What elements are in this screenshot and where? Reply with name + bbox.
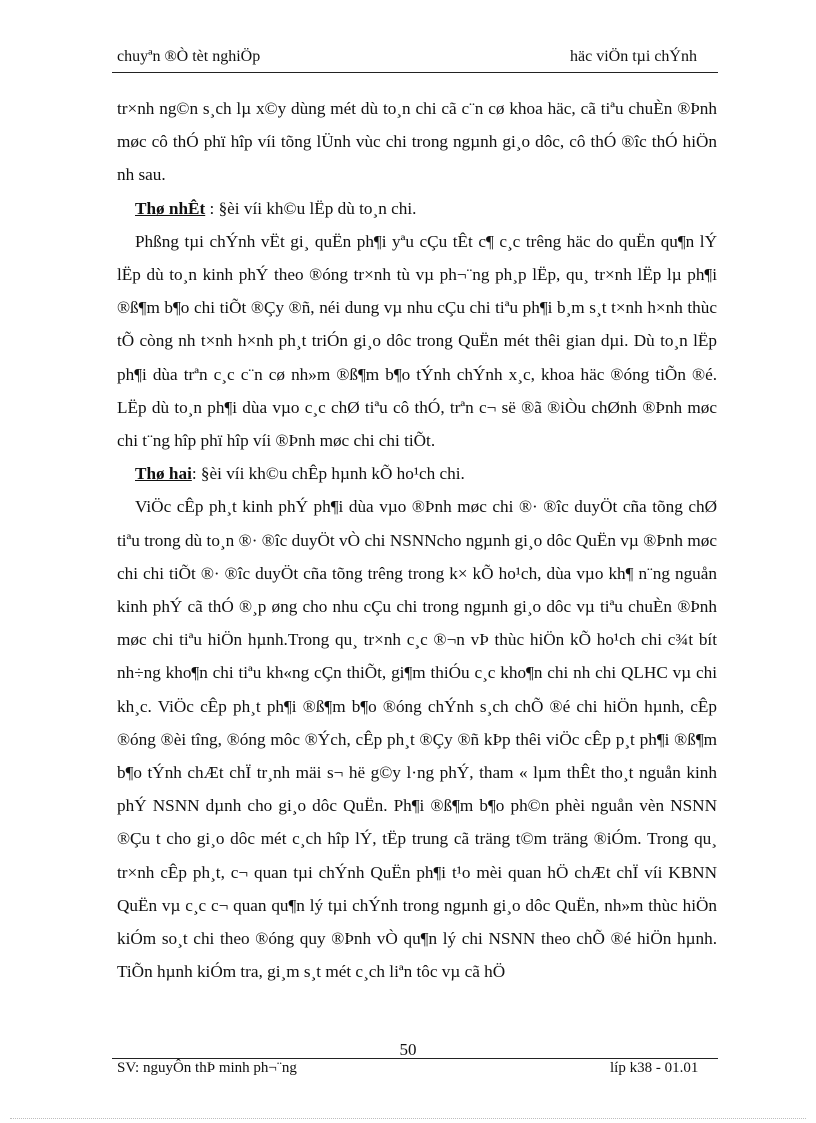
header-left-title: chuyªn ®Ò tèt nghiÖp	[117, 48, 261, 65]
section-label-second: Thø hai	[135, 464, 192, 484]
footer-left-author: SV: nguyÔn thÞ minh ph¬¨ng	[117, 1060, 297, 1076]
paragraph-2	[117, 192, 717, 225]
paragraph-5: ViÖc cÊp ph¸t kinh phÝ ph¶i dùa vµo ®Þnh møc chi ®· ®îc duyÖt cña tõng chØ tiªu trong dù to¸n ®· ®îc duyÖt vÒ chi NSNNcho ngµnh gi¸o dôc QuËn vµ ®Þnh møc chi chi tiÕt ®· ®îc duyÖt cña tõng trêng trong k× kÕ ho¹ch, dùa vµo kh¶ n¨ng nguån kinh phÝ cã thÓ ®¸p øng cho nhu cÇu chi trong ngµnh gi¸o dôc vµ tiªu chuÈn ®Þnh møc chi tiªu hiÖn hµnh.Trong qu¸ tr×nh c¸c ®¬n vÞ thùc hiÖn kÕ ho¹ch chi c¾t bít nh÷ng kho¶n chi tiªu kh«ng cÇn thiÕt, gi¶m thiÓu c¸c kho¶n chi nh chi QLHC vµ chi kh¸c. ViÖc cÊp ph¸t ph¶i ®ß¶m b¶o ®óng chÝnh s¸ch chÕ ®é chi hiÖn hµnh, cÊp ®óng ®èi tîng, ®óng môc ®Ých, cÊp ph¸t ®Çy ®ñ kÞp thêi viÖc cÊp p¸t ph¶i ®ß¶m b¶o tÝnh chÆt chÏ tr¸nh mäi s¬ hë g©y l·ng phÝ, tham « lµm thÊt tho¸t nguån kinh phÝ NSNN dµnh cho gi¸o dôc QuËn. Ph¶i ®ß¶m b¶o ph©n phèi nguån vèn NSNN ®Çu t cho gi¸o dôc mét c¸ch hîp lÝ, tËp trung cã träng t©m träng ®iÓm. Trong qu¸ tr×nh cÊp ph¸t, c¬ quan tµi chÝnh QuËn ph¶i t¹o mèi quan hÖ chÆt chÏ víi KBNN QuËn vµ c¸c c¬ quan qu¶n lý tµi chÝnh trong ngµnh gi¸o dôc QuËn, nh»m thùc hiÖn kiÓm so¸t chi theo ®óng quy ®Þnh vÒ qu¶n lý chi NSNN theo chÕ ®é hiÖn hµnh. TiÕn hµnh kiÓm tra, gi¸m s¸t mét c¸ch liªn tôc vµ cã hÖ	[117, 497, 717, 982]
section-title-first: : §èi víi kh©u lËp dù to¸n chi.	[209, 198, 417, 218]
footer-right-class: líp k38 - 01.01	[610, 1060, 699, 1076]
page-number: 50	[399, 1040, 417, 1059]
paragraph-4	[117, 457, 717, 490]
footer-divider	[112, 1058, 718, 1059]
section-label-first: Thø nhÊt	[135, 198, 206, 218]
page-edge-dotted-line	[10, 1118, 806, 1119]
body-text	[117, 92, 717, 988]
paragraph-1: tr×nh ng©n s¸ch lµ x©y dùng mét dù to¸n chi cã c¨n cø khoa häc, cã tiªu chuÈn ®Þnh møc cô thÓ phï hîp víi tõng lÜnh vùc chi trong ngµnh gi¸o dôc, cô thÓ ®îc thÓ hiÖn nh sau.	[117, 99, 717, 185]
header-right-institution: häc viÖn tµi chÝnh	[570, 48, 697, 65]
section-title-second: : §èi víi kh©u chÊp hµnh kÕ ho¹ch chi.	[191, 464, 465, 484]
header-divider	[112, 72, 718, 73]
paragraph-3: Phßng tµi chÝnh vËt gi¸ quËn ph¶i yªu cÇu tÊt c¶ c¸c trêng häc do quËn qu¶n lÝ lËp dù to¸n kinh phÝ theo ®óng tr×nh tù vµ ph¬¨ng ph¸p lËp, qu¸ tr×nh lËp lµ ph¶i ®ß¶m b¶o chi tiÕt ®Çy ®ñ, néi dung vµ nhu cÇu chi tiªu ph¶i b¸m s¸t t×nh h×nh thùc tÕ còng nh t×nh h×nh ph¸t triÓn gi¸o dôc trong QuËn mét thêi gian dµi. Dù to¸n lËp ph¶i dùa trªn c¸c c¨n cø nh»m ®ß¶m b¶o tÝnh chÝnh x¸c, khoa häc ®óng tiÕn ®é. LËp dù to¸n ph¶i dùa vµo c¸c chØ tiªu cô thÓ, trªn c¬ së ®ã ®iÒu chØnh ®Þnh møc chi t¨ng hîp phï hîp víi ®Þnh møc chi chi tiÕt.	[117, 231, 717, 451]
